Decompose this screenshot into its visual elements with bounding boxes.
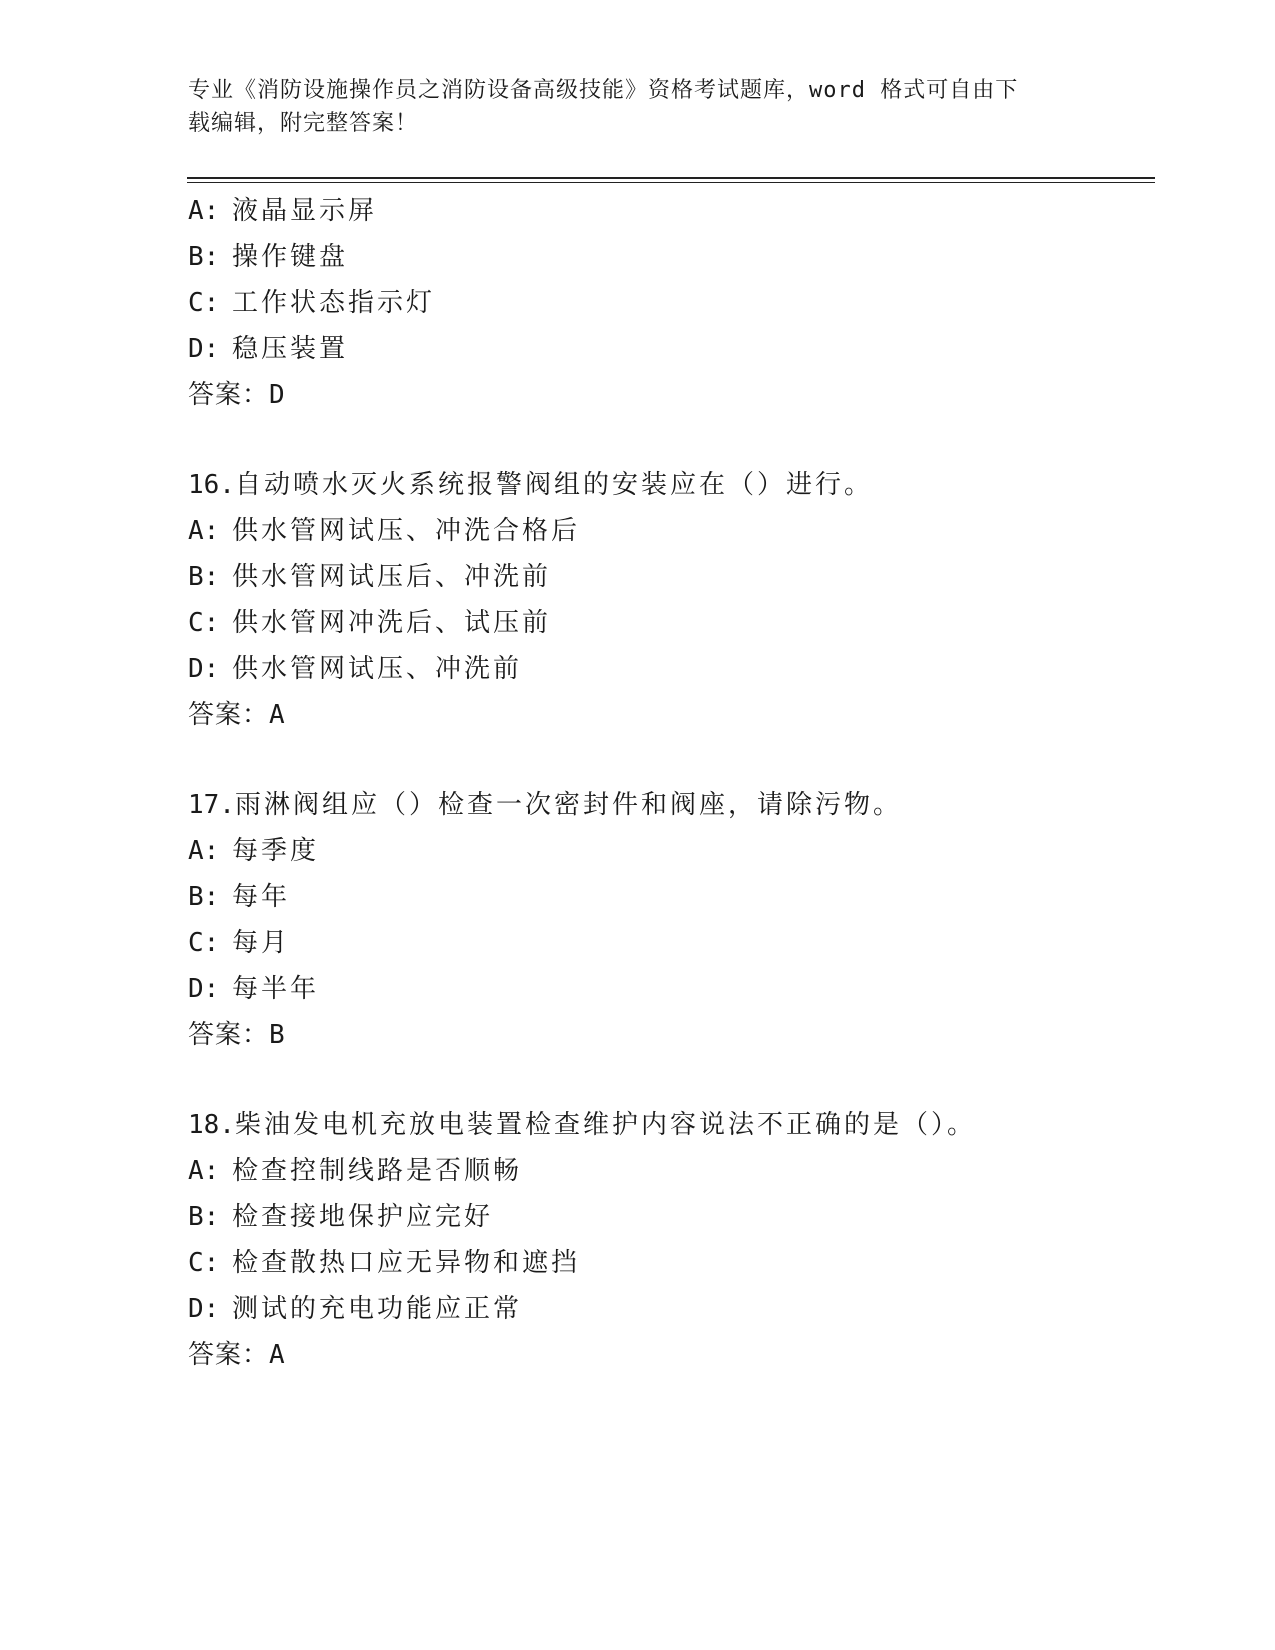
document-header <box>188 74 1088 140</box>
option-c: C: 检查散热口应无异物和遮挡 <box>188 1248 581 1278</box>
option-d: D: 供水管网试压、冲洗前 <box>188 654 523 684</box>
answer-value: A <box>269 700 286 730</box>
question-text: 16.自动喷水灭火系统报警阀组的安装应在（）进行。 <box>188 470 873 500</box>
option-b: B: 供水管网试压后、冲洗前 <box>188 562 552 592</box>
header-line-2: 载编辑，附完整答案！ <box>188 111 419 136</box>
option-a: A: 检查控制线路是否顺畅 <box>188 1156 523 1186</box>
answer-line: 答案：A <box>188 700 286 730</box>
option-d: D: 稳压装置 <box>188 334 349 364</box>
header-line-1: 专业《消防设施操作员之消防设备高级技能》资格考试题库，word 格式可自由下 <box>188 78 1019 103</box>
answer-line: 答案：D <box>188 380 286 410</box>
answer-line: 答案：A <box>188 1340 286 1370</box>
header-rule-thin <box>187 182 1155 183</box>
question-block-17 <box>188 782 1148 1058</box>
option-d: D: 每半年 <box>188 974 320 1004</box>
option-c: C: 工作状态指示灯 <box>188 288 436 318</box>
option-b: B: 检查接地保护应完好 <box>188 1202 494 1232</box>
question-block-15 <box>188 188 1148 418</box>
option-c: C: 供水管网冲洗后、试压前 <box>188 608 552 638</box>
answer-value: B <box>269 1020 286 1050</box>
option-a: A: 供水管网试压、冲洗合格后 <box>188 516 581 546</box>
option-a: A: 每季度 <box>188 836 320 866</box>
header-rule-thick <box>187 177 1155 179</box>
option-c: C: 每月 <box>188 928 291 958</box>
option-b: B: 操作键盘 <box>188 242 349 272</box>
option-b: B: 每年 <box>188 882 291 912</box>
question-block-18 <box>188 1102 1148 1378</box>
option-d: D: 测试的充电功能应正常 <box>188 1294 523 1324</box>
option-a: A: 液晶显示屏 <box>188 196 378 226</box>
answer-value: D <box>269 380 286 410</box>
answer-line: 答案：B <box>188 1020 286 1050</box>
question-text: 18.柴油发电机充放电装置检查维护内容说法不正确的是（）。 <box>188 1110 976 1140</box>
question-list <box>188 188 1148 1378</box>
question-block-16 <box>188 462 1148 738</box>
answer-value: A <box>269 1340 286 1370</box>
question-text: 17.雨淋阀组应（）检查一次密封件和阀座，请除污物。 <box>188 790 902 820</box>
